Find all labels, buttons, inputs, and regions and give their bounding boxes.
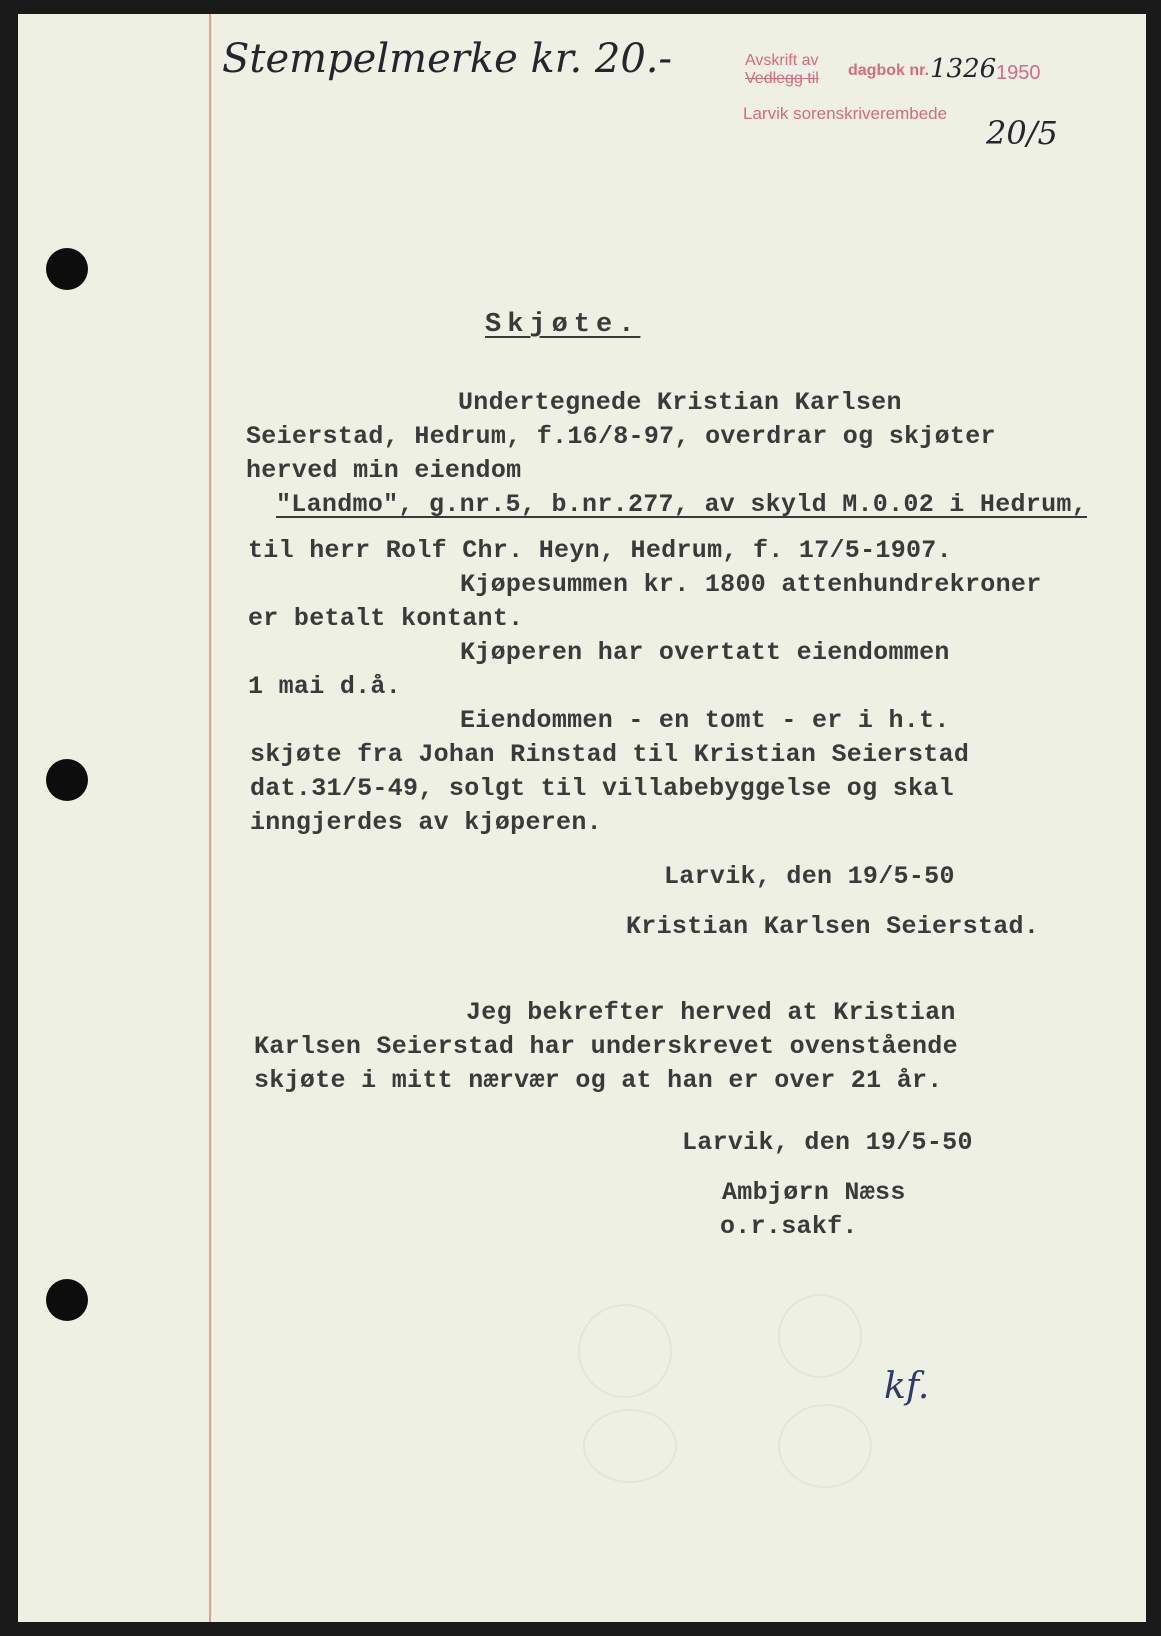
witness-name: Ambjørn Næss bbox=[722, 1178, 906, 1207]
witness-line: Jeg bekrefter herved at Kristian bbox=[466, 998, 956, 1027]
paragraph-line: skjøte fra Johan Rinstad til Kristian Seierstad bbox=[250, 740, 970, 769]
witness-line: Karlsen Seierstad har underskrevet ovenstående bbox=[254, 1032, 958, 1061]
paragraph-line: Undertegnede Kristian Karlsen bbox=[458, 388, 902, 417]
handwritten-initials: kf. bbox=[884, 1366, 930, 1407]
paragraph-line: Kjøperen har overtatt eiendommen bbox=[460, 638, 950, 667]
paragraph-line: til herr Rolf Chr. Heyn, Hedrum, f. 17/5-1907. bbox=[248, 536, 952, 565]
paragraph-line: 1 mai d.å. bbox=[248, 672, 402, 701]
document-page bbox=[18, 14, 1146, 1622]
witness-line: skjøte i mitt nærvær og at han er over 21 år. bbox=[254, 1066, 943, 1095]
stamp-dagbok-label: dagbok nr. bbox=[848, 62, 929, 79]
stamp-line2-label: Vedlegg til bbox=[745, 70, 819, 87]
property-description: "Landmo", g.nr.5, b.nr.277, av skyld M.0.02 i Hedrum, bbox=[276, 490, 1088, 519]
paragraph-line: herved min eiendom bbox=[246, 456, 522, 485]
paragraph-line: Seierstad, Hedrum, f.16/8-97, overdrar og skjøter bbox=[246, 422, 996, 451]
stamp-year: 1950 bbox=[996, 62, 1041, 84]
punch-hole-middle bbox=[46, 759, 88, 801]
place-date: Larvik, den 19/5-50 bbox=[682, 1128, 973, 1157]
stamp-date-handwritten: 20/5 bbox=[986, 114, 1058, 152]
stamp-dagbok-number: 1326 bbox=[930, 54, 997, 84]
stamp-line1-label: Avskrift av bbox=[745, 52, 819, 69]
stamp-office: Larvik sorenskriverembede bbox=[743, 104, 948, 123]
faint-emboss bbox=[778, 1294, 862, 1378]
handwritten-stamp-duty: Stempelmerke kr. 20.- bbox=[222, 36, 673, 82]
paragraph-line: Eiendommen - en tomt - er i h.t. bbox=[460, 706, 950, 735]
punch-hole-bottom bbox=[46, 1279, 88, 1321]
faint-emboss bbox=[778, 1404, 872, 1488]
paragraph-line: er betalt kontant. bbox=[248, 604, 524, 633]
paragraph-line: inngjerdes av kjøperen. bbox=[250, 808, 602, 837]
punch-hole-top bbox=[46, 248, 88, 290]
signature-name: Kristian Karlsen Seierstad. bbox=[626, 912, 1040, 941]
paragraph-line: dat.31/5-49, solgt til villabebyggelse og skal bbox=[250, 774, 954, 803]
document-title: Skjøte. bbox=[485, 310, 641, 340]
faint-emboss bbox=[578, 1304, 672, 1398]
faint-emboss bbox=[583, 1409, 677, 1483]
witness-title: o.r.sakf. bbox=[720, 1212, 858, 1241]
margin-rule bbox=[209, 14, 211, 1622]
place-date: Larvik, den 19/5-50 bbox=[664, 862, 955, 891]
paragraph-line: Kjøpesummen kr. 1800 attenhundrekroner bbox=[460, 570, 1042, 599]
